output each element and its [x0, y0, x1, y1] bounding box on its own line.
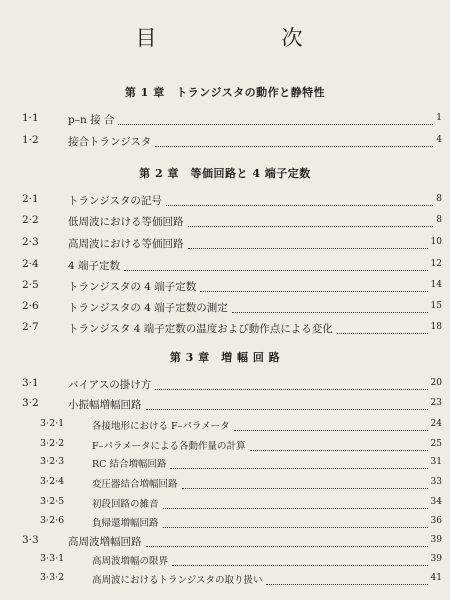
section-number: 2·7 [22, 321, 39, 333]
section-number: 2·3 [22, 236, 39, 248]
section-number: 3·2·6 [40, 515, 65, 526]
leader-dots [200, 279, 428, 292]
leader-dots [188, 214, 433, 227]
page-number: 41 [430, 573, 442, 583]
page-number: 20 [430, 378, 442, 388]
leader-dots [170, 456, 428, 469]
page-number: 8 [436, 215, 442, 225]
page-number: 8 [436, 194, 442, 204]
section-number: 3·2·3 [40, 456, 65, 467]
section-number: 1·1 [22, 112, 39, 124]
toc-entry[interactable] [0, 515, 450, 529]
section-number: 3·2·4 [40, 476, 65, 487]
section-title: 小振幅増幅回路 [68, 399, 142, 411]
toc-entry[interactable] [0, 476, 450, 490]
section-number: 3·3 [22, 534, 39, 546]
section-title: 高周波増幅回路 [68, 536, 142, 548]
leader-dots [155, 377, 428, 390]
page-number: 24 [430, 419, 442, 429]
leader-dots [266, 572, 428, 585]
toc-entry[interactable] [0, 258, 450, 272]
toc-entry[interactable] [0, 321, 450, 335]
toc-entry[interactable] [0, 214, 450, 228]
section-number: 2·2 [22, 214, 39, 226]
toc-entry[interactable] [0, 397, 450, 411]
section-number: 3·1 [22, 377, 39, 389]
section-title: トランジスタの 4 端子定数の測定 [68, 302, 228, 314]
toc-entry[interactable] [0, 279, 450, 293]
chapter-heading: 第 2 章 等価回路と 4 端子定数 [139, 167, 311, 180]
page-number: 33 [430, 477, 442, 487]
toc-entry[interactable] [0, 572, 450, 586]
chapter-heading: 第 1 章 トランジスタの動作と静特性 [124, 86, 326, 99]
leader-dots [337, 321, 428, 334]
page-number: 10 [430, 237, 442, 247]
toc-entry[interactable] [0, 553, 450, 567]
page-number: 31 [430, 457, 442, 467]
section-title: トランジスタの記号 [68, 195, 162, 207]
page-title: 目 次 [135, 26, 355, 50]
toc-entry[interactable] [0, 534, 450, 548]
page-number: 39 [430, 554, 442, 564]
section-number: 2·4 [22, 258, 39, 270]
page-number: 25 [430, 439, 442, 449]
toc-entry[interactable] [0, 236, 450, 250]
leader-dots [250, 438, 428, 451]
leader-dots [232, 300, 428, 313]
leader-dots [182, 476, 428, 489]
leader-dots [146, 397, 428, 410]
section-title: 高周波増幅の限界 [92, 556, 169, 567]
section-title: 変圧器結合増幅回路 [92, 479, 178, 490]
toc-entry[interactable] [0, 300, 450, 314]
leader-dots [146, 534, 428, 547]
section-title: F–パラメータによる各動作量の計算 [92, 441, 246, 452]
section-number: 3·2·5 [40, 496, 65, 507]
section-title: 高周波におけるトランジスタの取り扱い [92, 575, 263, 586]
section-title: 高周波における等価回路 [68, 238, 184, 250]
section-number: 2·1 [22, 193, 39, 205]
toc-entry[interactable] [0, 456, 450, 470]
leader-dots [163, 515, 428, 528]
section-title: バイアスの掛け方 [68, 379, 152, 391]
toc-entry[interactable] [0, 193, 450, 207]
chapter-heading: 第 3 章 増 幅 回 路 [169, 351, 281, 364]
leader-dots [118, 112, 433, 125]
section-title: 4 端子定数 [68, 260, 121, 272]
page-number: 14 [430, 280, 442, 290]
section-number: 1·2 [22, 134, 39, 146]
leader-dots [166, 193, 433, 206]
leader-dots [188, 236, 428, 249]
page-number: 23 [430, 398, 442, 408]
section-title: RC 結合増幅回路 [92, 459, 167, 470]
section-number: 2·5 [22, 279, 39, 291]
page-number: 34 [430, 497, 442, 507]
section-title: 負帰還増幅回路 [92, 518, 159, 529]
section-number: 2·6 [22, 300, 39, 312]
page-number: 18 [430, 322, 442, 332]
leader-dots [155, 134, 433, 147]
section-number: 3·2·2 [40, 438, 65, 449]
section-title: 各接地形における F–パラメータ [92, 421, 230, 432]
toc-entry[interactable] [0, 377, 450, 391]
page-number: 15 [430, 301, 442, 311]
page-number: 4 [436, 135, 442, 145]
page-number: 39 [430, 535, 442, 545]
page-number: 12 [430, 259, 442, 269]
section-number: 3·2·1 [40, 418, 65, 429]
section-title: 初段回路の雑音 [92, 499, 159, 510]
section-title: 低周波における等価回路 [68, 216, 184, 228]
section-number: 3·3·2 [40, 572, 65, 583]
toc-entry[interactable] [0, 112, 450, 126]
toc-entry[interactable] [0, 134, 450, 148]
toc-entry[interactable] [0, 496, 450, 510]
section-title: トランジスタの 4 端子定数 [68, 281, 197, 293]
section-title: 接合トランジスタ [68, 136, 152, 148]
page-number: 36 [430, 516, 442, 526]
toc-entry[interactable] [0, 438, 450, 452]
leader-dots [163, 496, 428, 509]
section-title: p–n 接 合 [68, 114, 115, 126]
section-number: 3·3·1 [40, 553, 65, 564]
section-number: 3·2 [22, 397, 39, 409]
leader-dots [234, 418, 428, 431]
page-number: 1 [436, 113, 442, 123]
leader-dots [124, 258, 428, 271]
leader-dots [172, 553, 428, 566]
section-title: トランジスタ 4 端子定数の温度および動作点による変化 [68, 323, 333, 335]
toc-entry[interactable] [0, 418, 450, 432]
